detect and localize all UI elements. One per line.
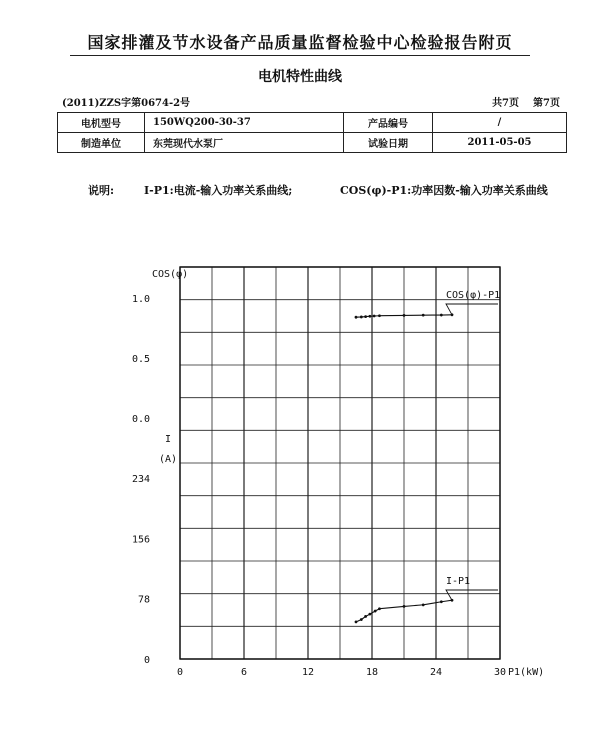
description-label: 说明: — [88, 184, 115, 197]
current-p1-leader — [446, 590, 498, 600]
motor-model-label: 电机型号 — [58, 113, 145, 133]
x-axis-label: P1(kW) — [508, 667, 545, 678]
test-date-label: 试验日期 — [344, 133, 433, 153]
test-date-value: 2011-05-05 — [433, 133, 567, 153]
manufacturer-value: 东莞现代水泵厂 — [145, 133, 344, 153]
chart-series — [355, 290, 501, 623]
chart-subtitle: 电机特性曲线 — [258, 69, 342, 85]
cos-phi-p1-point — [440, 314, 443, 317]
description-i-p1: I-P1:电流-输入功率关系曲线; — [144, 184, 293, 197]
current-tick-label: 234 — [131, 474, 150, 485]
cos-phi-p1-point — [355, 316, 358, 319]
cos-phi-p1-point — [378, 314, 381, 317]
current-axis-unit: (A) — [158, 454, 178, 465]
motor-model-value: 150WQ200-30-37 — [145, 113, 344, 133]
cos-tick-label: 0.0 — [131, 414, 150, 425]
product-no-value: / — [433, 113, 567, 133]
cos-axis-label: COS(φ) — [152, 269, 189, 280]
product-no-label: 产品编号 — [344, 113, 433, 133]
x-tick-label: 30 — [493, 667, 507, 678]
description-cos-p1: COS(φ)-P1:功率因数-输入功率关系曲线 — [340, 184, 548, 197]
total-pages: 共7页 — [492, 98, 520, 109]
cos-tick-label: 1.0 — [131, 294, 150, 305]
cos-phi-p1-point — [360, 316, 363, 319]
current-p1-point — [364, 615, 367, 618]
x-tick-label: 12 — [301, 667, 315, 678]
current-p1-point — [355, 620, 358, 623]
cos-phi-p1-point — [373, 315, 376, 318]
cos-phi-p1-point — [368, 315, 371, 318]
current-tick-label: 156 — [131, 534, 150, 546]
current-p1-label: I-P1 — [446, 576, 471, 587]
cos-phi-p1-label: COS(φ)-P1 — [446, 290, 501, 301]
x-tick-label: 6 — [240, 667, 248, 678]
chart-axis-labels — [132, 269, 544, 678]
current-p1-point — [440, 600, 443, 603]
cos-phi-p1-point — [403, 314, 406, 317]
current-p1-point — [374, 610, 377, 613]
current-p1-point — [422, 603, 425, 606]
x-tick-label: 0 — [176, 667, 184, 678]
current-p1-point — [368, 613, 371, 616]
current-p1-point — [403, 605, 406, 608]
manufacturer-label: 制造单位 — [58, 133, 145, 153]
current-axis-label: I — [164, 434, 172, 445]
report-number: (2011)ZZS字第0674-2号 — [62, 98, 191, 109]
report-title: 国家排灌及节水设备产品质量监督检验中心检验报告附页 — [87, 33, 513, 52]
cos-phi-p1-leader — [446, 304, 498, 315]
current-tick-label: 78 — [137, 594, 150, 606]
cos-phi-p1-point — [422, 314, 425, 317]
x-tick-label: 24 — [429, 667, 443, 678]
x-tick-label: 18 — [365, 667, 379, 678]
current-p1-point — [378, 607, 381, 610]
cos-tick-label: 0.5 — [131, 354, 150, 365]
current-p1-point — [360, 618, 363, 621]
current-tick-label: 0 — [143, 655, 150, 666]
page-number: 第7页 — [533, 98, 560, 109]
cos-phi-p1-point — [364, 315, 367, 318]
